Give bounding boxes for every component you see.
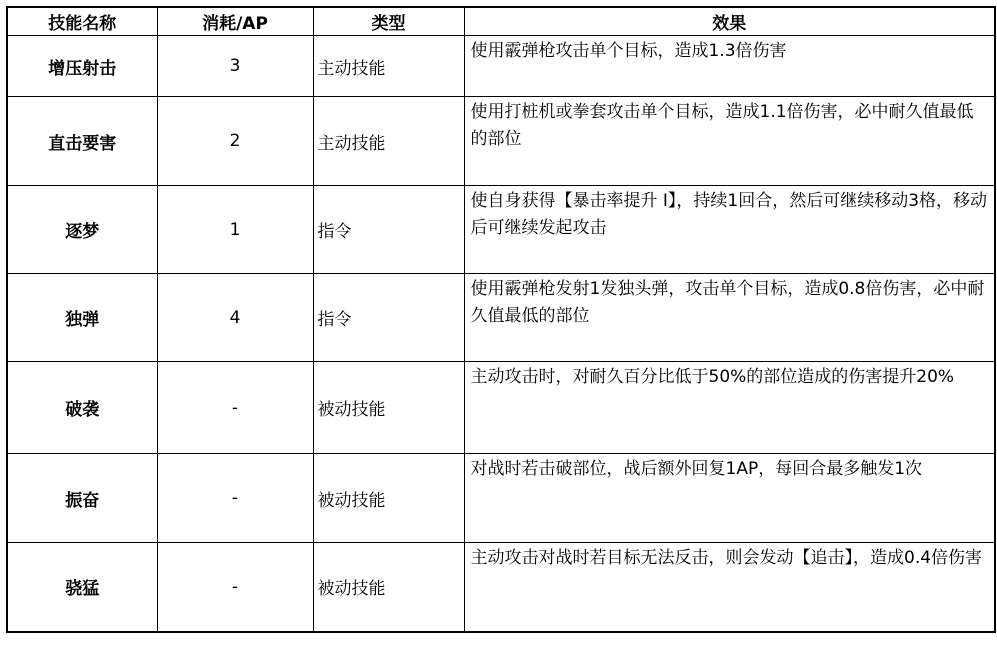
skill-name-cell: 骁猛 xyxy=(7,543,157,632)
skill-cost-cell: - xyxy=(157,362,313,454)
skill-type-cell: 被动技能 xyxy=(313,362,464,454)
header-cost: 消耗/AP xyxy=(157,7,313,36)
skill-type-cell: 指令 xyxy=(313,186,464,274)
skill-name-cell: 逐梦 xyxy=(7,186,157,274)
header-effect: 效果 xyxy=(464,7,995,36)
skill-cost-cell: 1 xyxy=(157,186,313,274)
skill-cost-cell: - xyxy=(157,543,313,632)
skill-name-cell: 直击要害 xyxy=(7,97,157,186)
skill-type-cell: 被动技能 xyxy=(313,543,464,632)
skill-effect-cell: 主动攻击对战时若目标无法反击，则会发动【追击】，造成0.4倍伤害 xyxy=(464,543,995,632)
header-skill-name: 技能名称 xyxy=(7,7,157,36)
skill-effect-cell: 对战时若击破部位，战后额外回复1AP，每回合最多触发1次 xyxy=(464,454,995,543)
skill-type-cell: 主动技能 xyxy=(313,97,464,186)
skill-name-cell: 振奋 xyxy=(7,454,157,543)
skill-type-cell: 主动技能 xyxy=(313,36,464,97)
skill-name-cell: 破袭 xyxy=(7,362,157,454)
table-row xyxy=(7,454,995,543)
skill-table xyxy=(6,6,996,633)
table-row xyxy=(7,274,995,362)
skill-effect-cell: 使自身获得【暴击率提升 I】，持续1回合，然后可继续移动3格，移动后可继续发起攻击 xyxy=(464,186,995,274)
skill-type-cell: 被动技能 xyxy=(313,454,464,543)
table-row xyxy=(7,186,995,274)
skill-cost-cell: 2 xyxy=(157,97,313,186)
skill-effect-cell: 使用打桩机或拳套攻击单个目标，造成1.1倍伤害，必中耐久值最低的部位 xyxy=(464,97,995,186)
table-row xyxy=(7,36,995,97)
table-row xyxy=(7,543,995,632)
table-row xyxy=(7,362,995,454)
skill-name-cell: 独弹 xyxy=(7,274,157,362)
header-type: 类型 xyxy=(313,7,464,36)
skill-effect-cell: 主动攻击时，对耐久百分比低于50%的部位造成的伤害提升20% xyxy=(464,362,995,454)
skill-effect-cell: 使用霰弹枪发射1发独头弹，攻击单个目标，造成0.8倍伤害，必中耐久值最低的部位 xyxy=(464,274,995,362)
skill-name-cell: 增压射击 xyxy=(7,36,157,97)
skill-cost-cell: - xyxy=(157,454,313,543)
table-row xyxy=(7,97,995,186)
skill-cost-cell: 3 xyxy=(157,36,313,97)
skill-effect-cell: 使用霰弹枪攻击单个目标，造成1.3倍伤害 xyxy=(464,36,995,97)
header-row xyxy=(7,7,995,36)
skill-cost-cell: 4 xyxy=(157,274,313,362)
skill-type-cell: 指令 xyxy=(313,274,464,362)
